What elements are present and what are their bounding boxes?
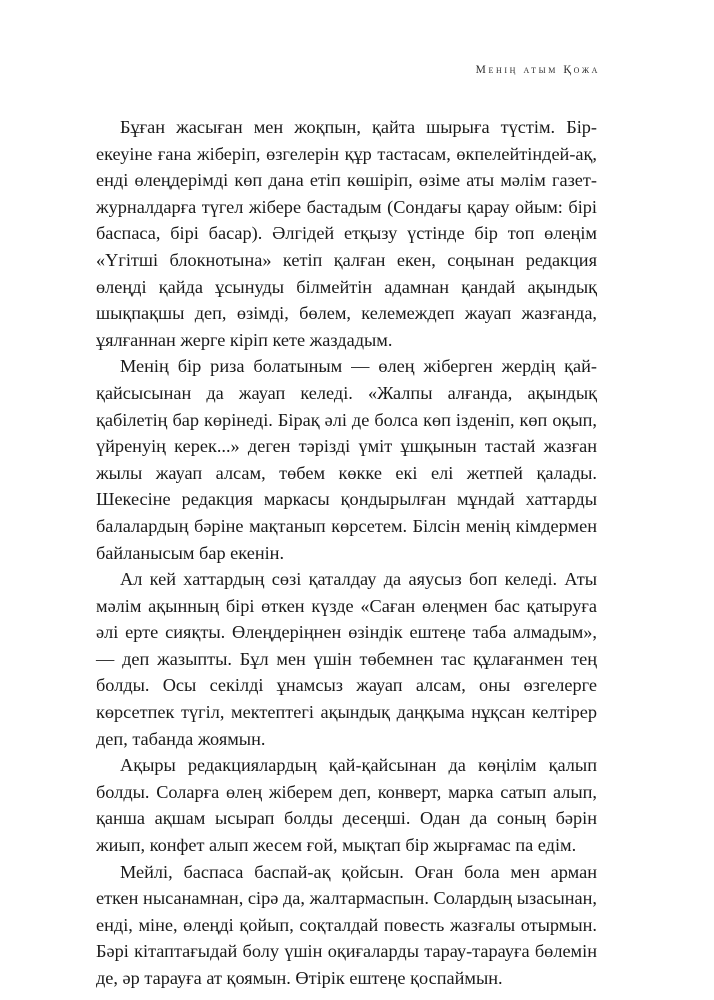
paragraph: Ақыры редакциялардың қай-қайсынан да көңілім қалып болды. Соларға өлең жіберем деп, конверт, марка сатып алып, қанша ақшам ысырап болды десеңші. Одан да соның бәрін жиып, конфет алып жесем ғой, мықтап бір жырғамас па едім. [96, 755, 597, 856]
paragraph: Бұған жасыған мен жоқпын, қайта шырыға түстім. Бір-екеуіне ғана жіберіп, өзгелерін құр тастасам, өкпелейтіндей-ақ, енді өлеңдерімді көп дана етіп көшіріп, өзіме аты мәлім газет-журналдарға түгел жібере бастадым (Сондағы қарау ойым: бірі баспаса, бірі басар). Әлгідей етқызу үстінде бір топ өлеңім «Үгітші блокнотына» кетіп қалған екен, соңынан редакция өлеңді қайда ұсынуды білмейтін адамнан қандай ақындық шықпақшы деп, өзімді, бөлем, келемеждеп жауап жазғанда, ұялғаннан жерге кіріп кете жаздадым. [96, 117, 597, 350]
paragraph: Мейлі, баспаса баспай-ақ қойсын. Оған бола мен арман еткен нысанамнан, сірә да, жалтармаспын. Солардың ызасынан, енді, міне, өлеңді қойып, соқталдай повесть жазғалы отырмын. Бәрі кітаптағыдай болу үшін оқиғаларды тарау-тарауға бөлемін де, әр тарауға ат қоямын. Өтірік ештеңе қоспаймын. [96, 861, 597, 988]
running-head: Менің атым Қожа [475, 64, 600, 76]
body-text [96, 114, 597, 992]
paragraph: Ал кей хаттардың сөзі қаталдау да аяусыз боп келеді. Аты мәлім ақынның бірі өткен күзде «Саған өлеңмен бас қатыруға әлі ерте сияқты. Өлеңдеріңнен өзіндік ештеңе таба алмадым», — деп жазыпты. Бұл мен үшін төбемнен тас құлағанмен тең болды. Осы секілді ұнамсыз жауап алсам, оны өзгелерге көрсетпек түгіл, мектептегі ақындық даңқыма нұқсан келтірер деп, табанда жоямын. [96, 569, 597, 749]
paragraph: Менің бір риза болатыным — өлең жіберген жердің қай-қайсысынан да жауап келеді. «Жалпы алғанда, ақындық қабілетің бар көрінеді. Бірақ әлі де болса көп ізденіп, көп оқып, үйренуің керек...» деген тәрізді үміт ұшқынын тастай жазған жылы жауап алсам, төбем көкке екі елі жетпей қалады. Шекесіне редакция маркасы қондырылған мұндай хаттарды балалардың бәріне мақтанып көрсетем. Білсін менің кімдермен байланысым бар екенін. [96, 356, 597, 563]
